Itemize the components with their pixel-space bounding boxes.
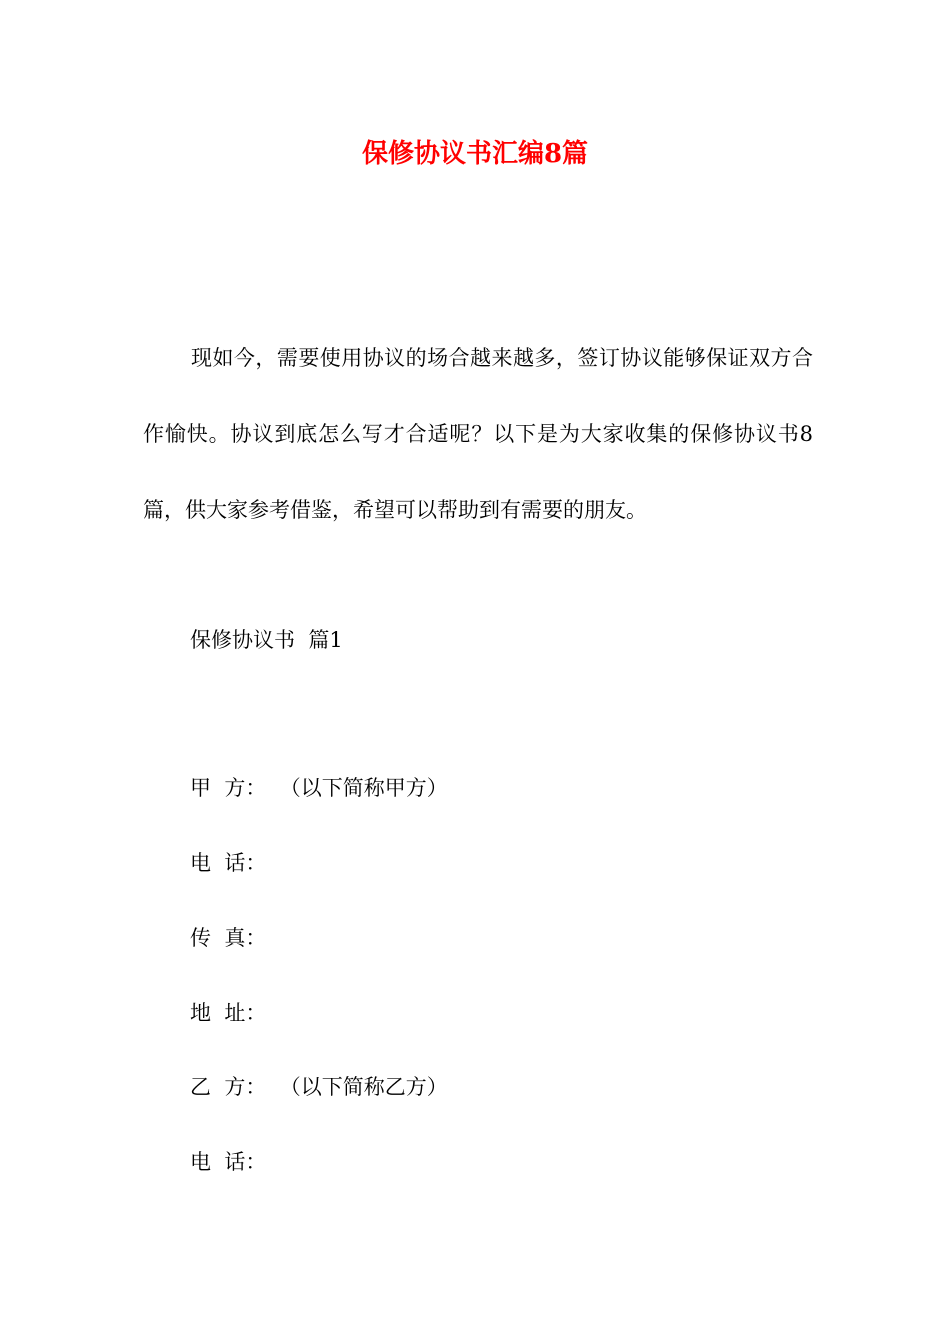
party-a-fax-field: 传 真：: [190, 926, 267, 950]
party-a-field: 甲 方： （以下简称甲方）: [190, 776, 448, 800]
party-b-field: 乙 方： （以下简称乙方）: [190, 1075, 448, 1099]
party-a-phone-field: 电 话：: [190, 851, 267, 875]
party-a-address-field: 地 址：: [190, 1001, 267, 1025]
section-heading: 保修协议书 篇1: [190, 628, 343, 652]
party-b-phone-field: 电 话：: [190, 1150, 267, 1174]
intro-paragraph: 现如今，需要使用协议的场合越来越多，签订协议能够保证双方合作愉快。协议到底怎么写才合适呢？以下是为大家收集的保修协议书8篇，供大家参考借鉴，希望可以帮助到有需要的朋友。: [143, 346, 813, 522]
document-title: 保修协议书汇编8篇: [361, 139, 589, 169]
